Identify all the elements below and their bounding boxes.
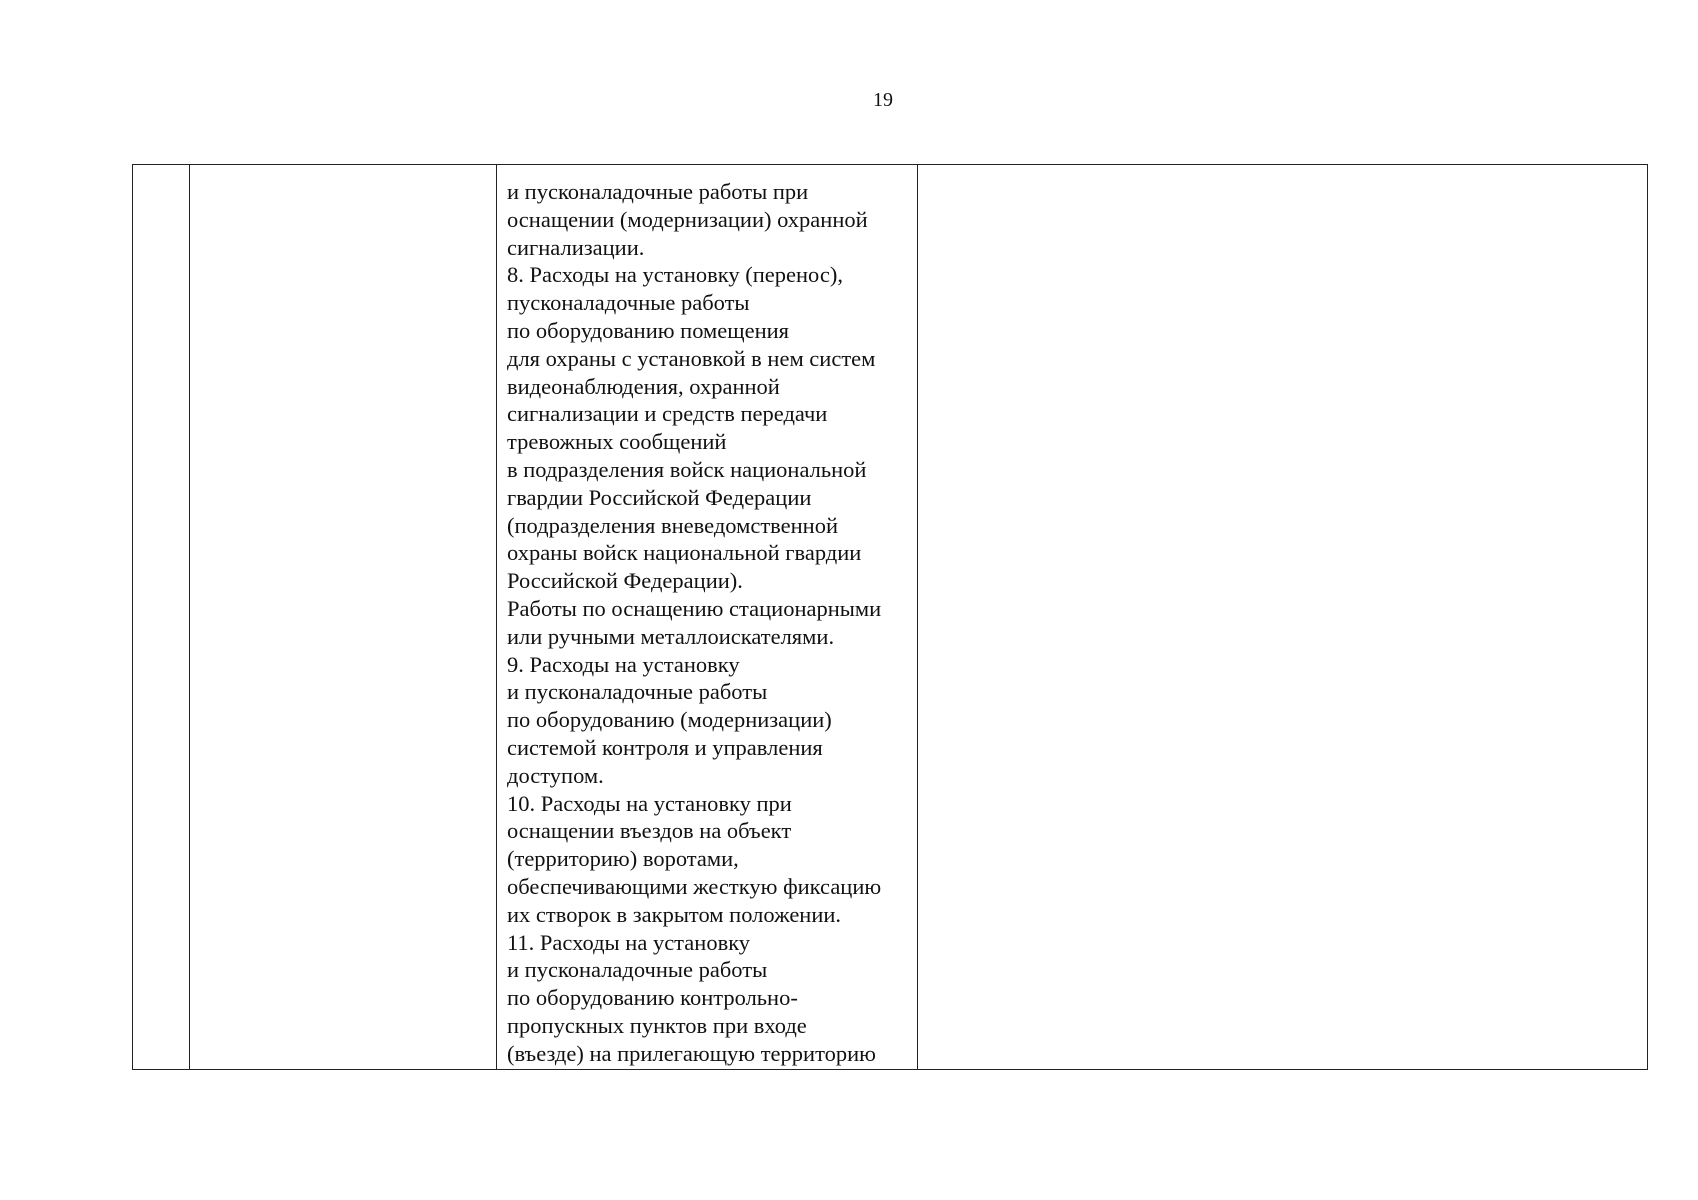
text-line: 8. Расходы на установку (перенос), [507,262,843,288]
text-line: и пусконаладочные работы [507,957,768,983]
text-line: их створок в закрытом положении. [507,901,842,927]
text-line: 11. Расходы на установку [507,929,751,955]
text-line: (подразделения вневедомственной [507,512,839,538]
text-line: 9. Расходы на установку [507,651,740,677]
text-line: (въезде) на прилегающую территорию [507,1040,876,1066]
table-cell-index [133,165,190,1070]
table-cell-name [190,165,497,1070]
text-line: (территорию) воротами, [507,846,739,872]
text-line: или ручными металлоискателями. [507,623,835,649]
text-line: сигнализации. [507,234,645,260]
document-table [132,164,1648,1070]
text-line: и пусконаладочные работы при [507,179,809,204]
text-line: охраны войск национальной гвардии [507,540,862,566]
text-line: тревожных сообщений [507,429,727,455]
text-line: по оборудованию контрольно- [507,985,798,1011]
text-line: сигнализации и средств передачи [507,401,828,427]
text-line: гвардии Российской Федерации [507,484,812,510]
text-line: 10. Расходы на установку при [507,790,792,816]
text-line: системой контроля и управления [507,734,823,760]
text-line: пусконаладочные работы [507,290,750,316]
text-line: и пусконаладочные работы [507,679,768,705]
text-line: доступом. [507,762,604,788]
text-line: по оборудованию помещения [507,317,790,343]
table-cell-expenses [497,165,918,1070]
text-line: в подразделения войск национальной [507,456,867,482]
text-line: пропускных пунктов при входе [507,1012,807,1038]
text-line: для охраны с установкой в нем систем [507,345,876,371]
expenses-text [497,165,917,1068]
text-line: видеонаблюдения, охранной [507,373,780,399]
text-line: по оборудованию (модернизации) [507,707,832,733]
text-line: обеспечивающими жесткую фиксацию [507,873,882,899]
text-line: Работы по оснащению стационарными [507,595,882,621]
table-row [133,165,1648,1070]
text-line: Российской Федерации). [507,568,743,594]
page-number: 19 [873,89,893,111]
text-line: оснащении (модернизации) охранной [507,206,868,232]
text-line: оснащении въездов на объект [507,818,792,844]
table-cell-notes [918,165,1648,1070]
